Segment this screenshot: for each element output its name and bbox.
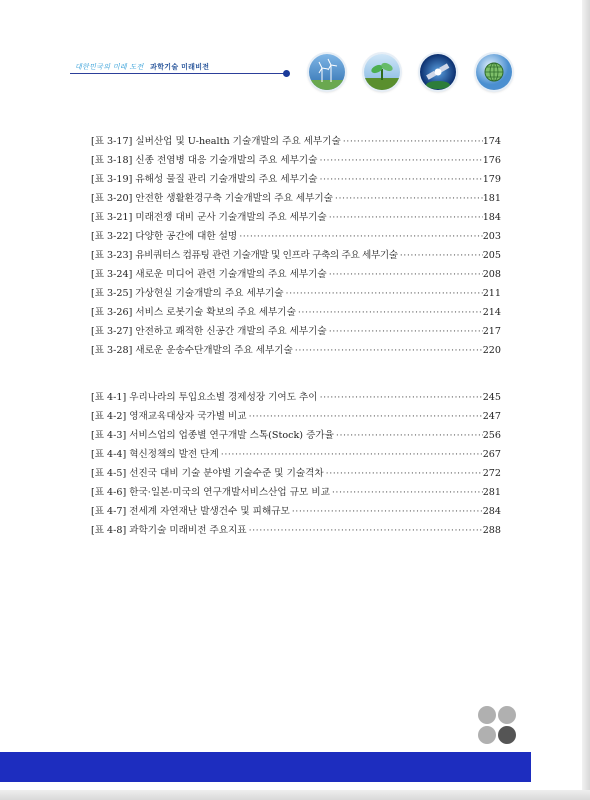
entry-page: 247 (482, 411, 501, 422)
toc-entry[interactable] (91, 133, 501, 152)
globe-icon (476, 54, 512, 90)
toc-entry[interactable] (91, 304, 501, 323)
leader-dots (341, 136, 483, 147)
entry-code: [표 3-26] (91, 307, 133, 318)
decor-dot-light (478, 706, 496, 724)
entry-title: 서비스업의 업종별 연구개발 스톡(Stock) 증가율 (129, 430, 334, 441)
toc-entry[interactable] (91, 427, 501, 446)
entry-title: 다양한 공간에 대한 설명 (135, 231, 238, 242)
entry-page: 181 (482, 193, 501, 204)
entry-title: 혁신정책의 발전 단계 (129, 449, 219, 460)
entry-code: [표 3-27] (91, 326, 133, 337)
entry-page: 256 (482, 430, 501, 441)
footer-bar (0, 752, 531, 782)
entry-code: [표 3-28] (91, 345, 133, 356)
entry-code: [표 3-21] (91, 212, 133, 223)
leader-dots (247, 411, 483, 422)
entry-page: 203 (482, 231, 501, 242)
header-rule-dot (283, 70, 290, 77)
toc-entry[interactable] (91, 228, 501, 247)
entry-title: 미래전쟁 대비 군사 기술개발의 주요 세부기술 (135, 212, 327, 223)
entry-title: 과학기술 미래비전 주요지표 (129, 525, 247, 536)
entry-title: 영재교육대상자 국가별 비교 (129, 411, 247, 422)
entry-code: [표 4-4] (91, 449, 127, 460)
entry-code: [표 3-24] (91, 269, 133, 280)
toc-entry[interactable] (91, 190, 501, 209)
toc-entry[interactable] (91, 342, 501, 361)
leader-dots (237, 231, 483, 242)
leader-dots (327, 269, 483, 280)
entry-title: 선진국 대비 기술 분야별 기술수준 및 기술격차 (129, 468, 324, 479)
entry-title: 유비쿼터스 컴퓨팅 관련 기술개발 및 인프라 구축의 주요 세부기술 (135, 250, 398, 261)
leader-dots (327, 326, 483, 337)
entry-page: 288 (482, 525, 501, 536)
wind-turbine-icon (309, 54, 345, 90)
entry-code: [표 3-17] (91, 136, 133, 147)
entry-code: [표 4-1] (91, 392, 127, 403)
header-brand (75, 62, 209, 72)
leader-dots (317, 174, 482, 185)
page-shadow-bottom (0, 790, 590, 800)
toc-entry[interactable] (91, 323, 501, 342)
leader-dots (327, 212, 483, 223)
leader-dots (290, 506, 483, 517)
leader-dots (333, 193, 483, 204)
entry-page: 281 (482, 487, 501, 498)
entry-title: 우리나라의 투입요소별 경제성장 기여도 추이 (129, 392, 318, 403)
leader-dots (296, 307, 483, 318)
entry-code: [표 3-22] (91, 231, 133, 242)
entry-title: 신종 전염병 대응 기술개발의 주요 세부기술 (135, 155, 318, 166)
entry-page: 179 (482, 174, 501, 185)
decor-dot-dark (498, 726, 516, 744)
toc-entry[interactable] (91, 465, 501, 484)
leader-dots (247, 525, 483, 536)
leader-dots (318, 392, 483, 403)
entry-page: 211 (482, 288, 501, 299)
entry-title: 전세계 자연재난 발생건수 및 피해규모 (129, 506, 290, 517)
leader-dots (330, 487, 483, 498)
brand-title: 과학기술 미래비전 (150, 63, 210, 71)
entry-page: 214 (482, 307, 501, 318)
plant-seedling-icon (364, 54, 400, 90)
entry-page: 284 (482, 506, 501, 517)
leader-dots (317, 155, 482, 166)
decor-dot-light (478, 726, 496, 744)
entry-title: 실버산업 및 U-health 기술개발의 주요 세부기술 (135, 136, 341, 147)
brand-series: 대한민국의 미래 도전 (75, 63, 144, 71)
header-rule (70, 73, 285, 74)
running-header (0, 52, 590, 92)
leader-dots (219, 449, 483, 460)
leader-dots (293, 345, 483, 356)
toc-entry[interactable] (91, 484, 501, 503)
entry-page: 220 (482, 345, 501, 356)
entry-page: 267 (482, 449, 501, 460)
toc-entry[interactable] (91, 247, 501, 266)
toc-entry[interactable] (91, 152, 501, 171)
toc-entry[interactable] (91, 446, 501, 465)
entry-title: 새로운 운송수단개발의 주요 세부기술 (135, 345, 293, 356)
toc-entry[interactable] (91, 209, 501, 228)
entry-title: 안전하고 쾌적한 신공간 개발의 주요 세부기술 (135, 326, 327, 337)
entry-title: 한국·일본·미국의 연구개발서비스산업 규모 비교 (129, 487, 330, 498)
entry-code: [표 3-20] (91, 193, 133, 204)
leader-dots (284, 288, 483, 299)
decor-dot-light (498, 706, 516, 724)
entry-code: [표 3-19] (91, 174, 133, 185)
entry-code: [표 3-25] (91, 288, 133, 299)
entry-title: 안전한 생활환경구축 기술개발의 주요 세부기술 (135, 193, 333, 204)
entry-code: [표 4-5] (91, 468, 127, 479)
toc-entry[interactable] (91, 171, 501, 190)
leader-dots (334, 430, 483, 441)
entry-code: [표 4-2] (91, 411, 127, 422)
page-shadow-right (582, 0, 590, 800)
toc-entry[interactable] (91, 522, 501, 541)
entry-code: [표 3-18] (91, 155, 133, 166)
entry-title: 새로운 미디어 관련 기술개발의 주요 세부기술 (135, 269, 327, 280)
toc-entry[interactable] (91, 285, 501, 304)
entry-title: 서비스 로봇기술 확보의 주요 세부기술 (135, 307, 296, 318)
leader-dots (324, 468, 483, 479)
leader-dots (398, 250, 483, 261)
entry-code: [표 3-23] (91, 250, 133, 261)
toc-entry[interactable] (91, 503, 501, 522)
entry-page: 205 (482, 250, 501, 261)
entry-code: [표 4-3] (91, 430, 127, 441)
satellite-icon (420, 54, 456, 90)
toc-entry[interactable] (91, 266, 501, 285)
entry-page: 174 (482, 136, 501, 147)
entry-page: 184 (482, 212, 501, 223)
entry-title: 유해성 물질 관리 기술개발의 주요 세부기술 (135, 174, 318, 185)
entry-page: 217 (482, 326, 501, 337)
entry-page: 208 (482, 269, 501, 280)
toc-entry[interactable] (91, 408, 501, 427)
entry-page: 176 (482, 155, 501, 166)
entry-code: [표 4-6] (91, 487, 127, 498)
toc-entry[interactable] (91, 389, 501, 408)
entry-page: 245 (482, 392, 501, 403)
entry-code: [표 4-7] (91, 506, 127, 517)
entry-page: 272 (482, 468, 501, 479)
entry-code: [표 4-8] (91, 525, 127, 536)
entry-title: 가상현실 기술개발의 주요 세부기술 (135, 288, 284, 299)
